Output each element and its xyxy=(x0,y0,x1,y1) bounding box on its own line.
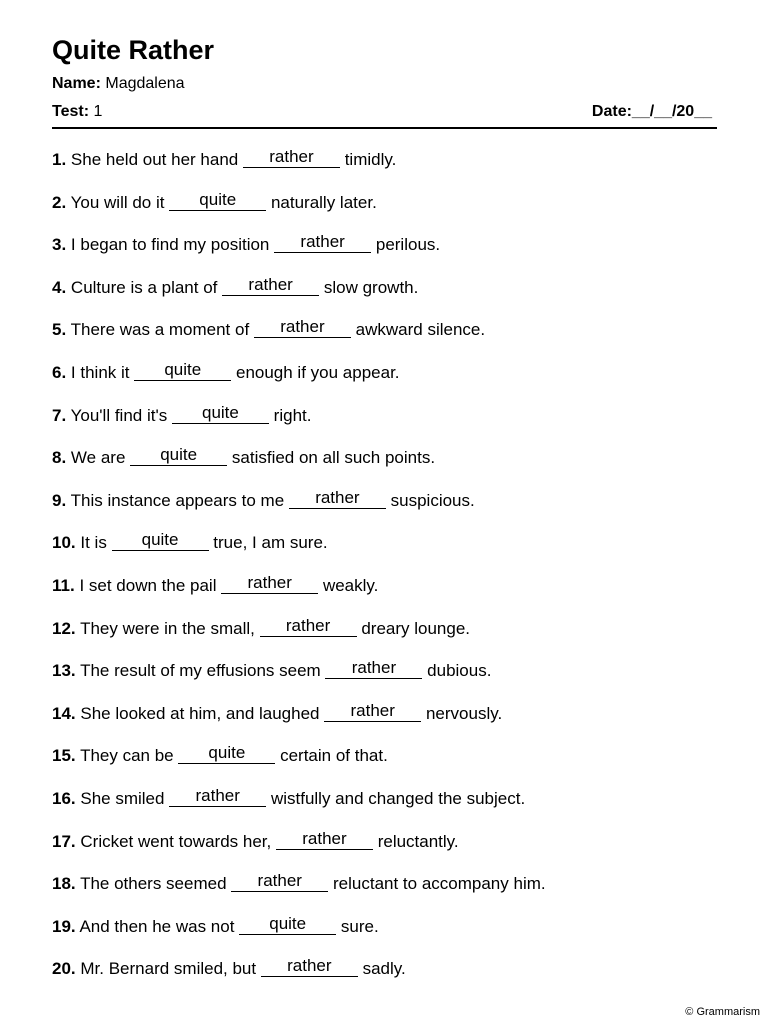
answer-blank[interactable] xyxy=(254,319,351,341)
question-number: 12. xyxy=(52,618,76,638)
answer-text: rather xyxy=(350,700,395,720)
copyright-footer: © Grammarism xyxy=(685,1006,760,1018)
question-text-after: true, I am sure. xyxy=(213,533,328,553)
answer-blank[interactable] xyxy=(243,149,340,171)
question-text-after: reluctant to accompany him. xyxy=(333,874,546,894)
question-text-before: I set down the pail xyxy=(79,575,217,595)
question-number: 14. xyxy=(52,703,76,723)
answer-blank[interactable] xyxy=(261,958,358,980)
question-number: 19. xyxy=(52,916,76,936)
answer-blank[interactable] xyxy=(274,234,371,256)
question-text-before: The others seemed xyxy=(80,874,227,894)
question-number: 4. xyxy=(52,277,67,297)
question-item xyxy=(52,913,546,959)
answer-blank[interactable] xyxy=(112,532,209,554)
question-text-before: She smiled xyxy=(80,788,165,808)
question-text-before: I began to find my position xyxy=(70,235,270,255)
answer-blank[interactable] xyxy=(169,785,266,810)
question-item xyxy=(52,785,546,831)
question-text-before: There was a moment of xyxy=(70,320,250,340)
answer-text: quite xyxy=(269,913,307,933)
answer-text: quite xyxy=(141,530,179,550)
question-number: 6. xyxy=(52,362,67,382)
question-text-after: nervously. xyxy=(425,703,503,723)
question-text-before: You'll find it's xyxy=(70,405,168,425)
answer-text: quite xyxy=(208,743,246,763)
question-text-before: Mr. Bernard smiled, but xyxy=(80,959,257,979)
answer-text: rather xyxy=(248,274,293,294)
answer-blank[interactable] xyxy=(239,913,336,938)
question-item xyxy=(52,487,546,533)
question-item xyxy=(52,532,546,575)
question-item xyxy=(52,189,546,235)
question-item xyxy=(52,745,546,788)
question-item xyxy=(52,660,546,703)
question-number: 10. xyxy=(52,533,76,553)
question-item xyxy=(52,572,546,618)
question-text-before: The result of my effusions seem xyxy=(80,661,321,681)
question-text-before: You will do it xyxy=(70,192,165,212)
question-text-before: We are xyxy=(70,448,126,468)
date-label: Date: xyxy=(591,103,632,120)
answer-blank[interactable] xyxy=(134,359,231,384)
question-text-after: slow growth. xyxy=(323,277,419,297)
question-text-after: timidly. xyxy=(344,150,397,169)
question-text-after: awkward silence. xyxy=(355,320,486,340)
name-line xyxy=(52,74,185,94)
question-number: 8. xyxy=(52,448,67,468)
question-item xyxy=(52,873,546,916)
page-title: Quite Rather xyxy=(52,35,215,65)
question-text-after: weakly. xyxy=(322,575,379,595)
answer-text: rather xyxy=(285,615,331,635)
answer-blank[interactable] xyxy=(222,274,319,299)
question-text-after: enough if you appear. xyxy=(235,362,400,382)
answer-blank[interactable] xyxy=(325,660,422,682)
answer-blank[interactable] xyxy=(130,447,227,469)
answer-blank[interactable] xyxy=(169,189,266,214)
answer-text: rather xyxy=(269,147,314,166)
answer-text: quite xyxy=(202,402,239,422)
question-text-before: Culture is a plant of xyxy=(70,277,218,297)
question-item xyxy=(52,447,546,490)
question-item xyxy=(52,149,546,192)
question-number: 9. xyxy=(52,490,67,510)
question-text-after: dreary lounge. xyxy=(361,618,471,638)
question-text-after: perilous. xyxy=(375,235,441,255)
question-text-after: satisfied on all such points. xyxy=(231,448,436,468)
question-item xyxy=(52,234,546,277)
question-text-after: dubious. xyxy=(427,661,492,681)
answer-text: quite xyxy=(164,359,202,379)
answer-text: rather xyxy=(195,785,240,805)
question-number: 7. xyxy=(52,405,67,425)
question-item xyxy=(52,359,546,405)
question-item xyxy=(52,274,546,320)
answer-text: rather xyxy=(315,487,360,507)
question-text-after: suspicious. xyxy=(390,490,475,510)
question-number: 3. xyxy=(52,235,67,255)
question-item xyxy=(52,828,546,874)
question-list xyxy=(52,149,546,1001)
question-text-before: They were in the small, xyxy=(80,618,255,638)
answer-text: quite xyxy=(199,189,237,209)
test-value: 1 xyxy=(93,103,103,120)
answer-blank[interactable] xyxy=(178,745,275,767)
question-item xyxy=(52,700,546,746)
question-text-before: And then he was not xyxy=(79,916,235,936)
question-text-before: It is xyxy=(80,533,107,553)
answer-blank[interactable] xyxy=(260,615,357,640)
question-text-after: sadly. xyxy=(362,959,406,979)
question-number: 1. xyxy=(52,150,67,169)
answer-blank[interactable] xyxy=(172,402,269,427)
date-value: __/__/20__ xyxy=(631,103,712,120)
question-text-before: She held out her hand xyxy=(70,150,239,169)
name-value: Magdalena xyxy=(105,75,185,92)
test-label: Test: xyxy=(52,103,90,120)
question-number: 16. xyxy=(52,788,76,808)
date-line xyxy=(592,102,712,122)
question-text-before: Cricket went towards her, xyxy=(80,831,272,851)
test-line xyxy=(52,102,102,122)
answer-blank[interactable] xyxy=(276,828,373,853)
question-item xyxy=(52,615,546,661)
question-text-before: I think it xyxy=(70,362,130,382)
answer-text: rather xyxy=(257,871,302,891)
answer-blank[interactable] xyxy=(231,873,328,895)
question-text-after: naturally later. xyxy=(270,192,377,212)
name-label: Name: xyxy=(52,75,101,92)
question-number: 13. xyxy=(52,661,76,681)
question-text-after: reluctantly. xyxy=(377,831,459,851)
question-item xyxy=(52,958,546,1001)
question-item xyxy=(52,319,546,362)
question-text-after: sure. xyxy=(340,916,379,936)
question-number: 2. xyxy=(52,192,67,212)
header-divider xyxy=(52,127,717,129)
answer-text: rather xyxy=(247,572,292,592)
answer-text: rather xyxy=(300,232,345,252)
question-number: 15. xyxy=(52,746,76,766)
answer-blank[interactable] xyxy=(289,487,386,512)
question-number: 17. xyxy=(52,831,76,851)
question-text-after: certain of that. xyxy=(280,746,388,766)
question-text-after: right. xyxy=(273,405,312,425)
answer-text: rather xyxy=(280,317,325,337)
question-number: 20. xyxy=(52,959,76,979)
answer-text: rather xyxy=(302,828,347,848)
answer-blank[interactable] xyxy=(221,572,318,597)
question-text-after: wistfully and changed the subject. xyxy=(270,788,526,808)
question-number: 18. xyxy=(52,874,76,894)
question-number: 11. xyxy=(52,575,75,595)
question-item xyxy=(52,402,546,448)
question-number: 5. xyxy=(52,320,67,340)
question-text-before: They can be xyxy=(80,746,174,766)
answer-text: quite xyxy=(160,445,198,465)
question-text-before: This instance appears to me xyxy=(70,490,285,510)
answer-blank[interactable] xyxy=(324,700,421,725)
question-text-before: She looked at him, and laughed xyxy=(80,703,320,723)
answer-text: rather xyxy=(287,956,332,976)
answer-text: rather xyxy=(351,658,397,678)
